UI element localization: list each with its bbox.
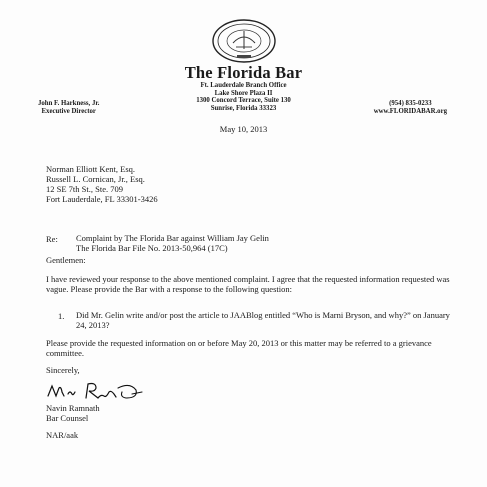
question-number: 1. bbox=[58, 311, 65, 321]
subject-block bbox=[76, 234, 269, 254]
typist-initials: NAR/aak bbox=[46, 430, 79, 440]
org-name: The Florida Bar bbox=[184, 63, 303, 82]
signer-title: Bar Counsel bbox=[46, 412, 89, 423]
florida-bar-seal-icon bbox=[211, 19, 277, 63]
subject-line: The Florida Bar File No. 2013-50,964 (17C) bbox=[76, 242, 228, 253]
recipient-line: Norman Elliott Kent, Esq. bbox=[46, 164, 136, 174]
closing: Sincerely, bbox=[46, 365, 80, 375]
letter-date: May 10, 2013 bbox=[219, 124, 268, 134]
recipient-address bbox=[46, 165, 158, 205]
office-line: Sunrise, Florida 33323 bbox=[210, 104, 277, 112]
contact-block bbox=[374, 100, 447, 116]
director-name: John F. Harkness, Jr. bbox=[38, 100, 100, 107]
signer-name: Navin Ramnath bbox=[46, 403, 100, 413]
office-line: Ft. Lauderdale Branch Office bbox=[200, 82, 287, 89]
recipient-line: Russell L. Cornican, Jr., Esq. bbox=[46, 173, 145, 184]
website-link[interactable]: www.FLORIDABAR.org bbox=[373, 108, 447, 115]
question-text: Did Mr. Gelin write and/or post the article to JAABlog entitled “Who is Marni Bryson, and why?” on January 24, 2013? bbox=[76, 310, 450, 330]
executive-director-block bbox=[38, 100, 99, 116]
office-line: Lake Shore Plaza II bbox=[214, 89, 273, 97]
signer-block bbox=[46, 404, 100, 424]
subject-line: Complaint by The Florida Bar against William Jay Gelin bbox=[76, 233, 269, 243]
office-line: 1300 Concord Terrace, Suite 130 bbox=[196, 97, 291, 105]
deadline-paragraph: Please provide the requested information on or before May 20, 2013 or this matter may be referred to a grievance committee. bbox=[46, 338, 432, 358]
recipient-line: 12 SE 7th St., Ste. 709 bbox=[46, 183, 123, 194]
phone-number: (954) 835-0233 bbox=[389, 100, 432, 107]
re-label: Re: bbox=[46, 234, 58, 244]
recipient-line: Fort Lauderdale, FL 33301-3426 bbox=[46, 193, 158, 204]
director-title: Executive Director bbox=[41, 108, 96, 115]
handwritten-signature bbox=[46, 380, 146, 402]
salutation: Gentlemen: bbox=[46, 255, 86, 265]
body-paragraph: I have reviewed your response to the above mentioned complaint. I agree that the requested information requested was vague. Please provide the Bar with a response to the following question: bbox=[46, 274, 450, 294]
